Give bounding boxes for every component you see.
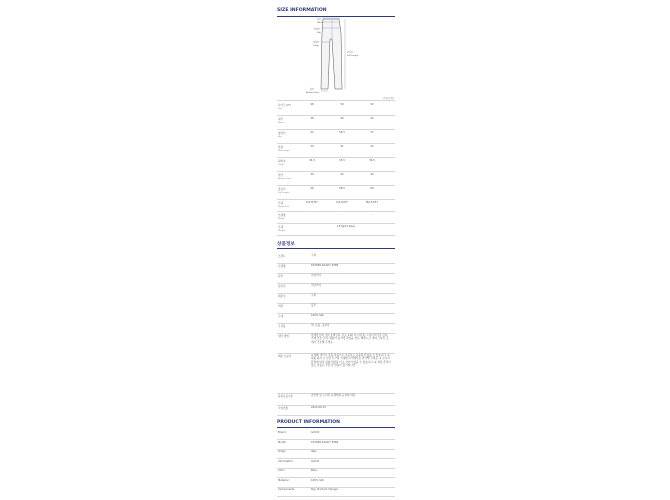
kr-info-value: 이탈리아: [311, 274, 322, 277]
kr-info-row: [277, 333, 395, 353]
size-cell: -: [371, 213, 373, 216]
kr-info-row: [277, 323, 395, 333]
en-info-value: GUCCI: [311, 459, 320, 463]
kr-info-row: [277, 283, 395, 293]
en-info-value: GUCCI: [311, 431, 320, 434]
size-cell: 30: [310, 173, 314, 176]
size-row-label-kr: 사이즈 (IT): [278, 104, 291, 107]
size-cell-single: 137g(52 Size): [336, 225, 356, 228]
en-info-value: 672838 ZAAD7 4589: [311, 440, 339, 444]
size-row-label-en: Waist: [278, 121, 284, 124]
size-cell: 56: [310, 187, 314, 190]
row-rule: [277, 157, 395, 158]
svg-text:Bottom Hem: Bottom Hem: [306, 92, 320, 94]
size-row-label-en: Hip: [278, 135, 282, 138]
size-row: [277, 145, 395, 157]
kr-info-label: 수입연월: [278, 407, 289, 410]
size-cell: 38: [310, 117, 314, 120]
size-cell: 58.5: [339, 187, 345, 190]
size-cell: 32: [370, 145, 374, 148]
product-info-kr-title: 상품정보: [277, 242, 295, 247]
size-cell: 30: [310, 145, 314, 148]
size-cell: -: [341, 213, 343, 216]
row-rule: [277, 235, 395, 236]
kr-info-row: [277, 253, 395, 263]
size-row-label-kr: 밑단: [278, 174, 284, 177]
kr-info-value: 구찌: [311, 294, 317, 297]
size-row-label-en: Model: [278, 217, 285, 220]
svg-text:밑단: 밑단: [310, 89, 315, 91]
size-cell: 31: [340, 145, 344, 148]
size-cell: -: [311, 213, 313, 216]
size-row-label-kr: 모델: [278, 202, 284, 205]
row-rule: [277, 115, 395, 116]
kr-info-value: 블루: [311, 304, 317, 307]
kr-info-label: 품질보증기준: [278, 395, 294, 398]
size-row-label-kr: 모델명: [278, 214, 286, 217]
svg-text:Hip: Hip: [317, 32, 321, 34]
en-info-label: Material: [278, 478, 289, 482]
size-row-label-kr: 총길이: [278, 188, 286, 191]
kr-info-value: 관련법 및 소비자 분쟁해결 규정에 따름: [311, 394, 356, 397]
size-cell: 50: [340, 103, 344, 106]
kr-info-value: ※ 해외 부티크 유통 상품으로 보증서는 동봉되지 않을 수 있습니다. ※ 제품 하자 시 수령 후 7일 이내에 고객센터로 연락해 주세요. ※ 모니터 환경에 따라 실제 색상과 다소 차이가 있을 수 있습니다. ※ 착용 흔적이 있는 상품은 교환 및 반품이 불가합니다.: [311, 354, 391, 368]
size-row-label-kr: 허리: [278, 118, 284, 121]
size-cell: M/172/57: [365, 201, 379, 204]
row-rule: [277, 199, 395, 200]
kr-info-row: [277, 353, 395, 393]
size-row: [277, 159, 395, 171]
size-row: [277, 173, 395, 185]
kr-info-row: [277, 303, 395, 313]
size-cell: 60: [370, 187, 374, 190]
size-cell: 35.5: [339, 159, 345, 162]
row-rule: [277, 415, 395, 416]
en-info-label: Brand: [278, 431, 286, 434]
size-cell: 34.5: [309, 159, 315, 162]
row-rule: [277, 171, 395, 172]
svg-text:총길이: 총길이: [347, 52, 354, 54]
size-row-label-kr: 허벅지: [278, 160, 286, 163]
en-info-value: Tag, Product, Hanger: [311, 488, 339, 491]
en-info-value: Blue: [311, 469, 317, 472]
kr-info-label: 소재: [278, 315, 284, 318]
kr-info-row: [277, 393, 395, 405]
en-info-row: [277, 487, 395, 496]
size-row-label: [278, 159, 286, 166]
size-info-title: SIZE INFORMATION: [277, 8, 327, 13]
size-cell: 57: [370, 131, 374, 134]
en-info-label: Origin: [278, 450, 286, 453]
size-row-label: [278, 225, 285, 232]
en-info-row: [277, 440, 395, 449]
kr-info-value: 이탈리아: [311, 284, 322, 287]
size-row-label-en: Size: [278, 107, 283, 110]
en-info-row: [277, 430, 395, 439]
kr-info-label: 세탁 방법: [278, 335, 289, 338]
size-cell: 54.5: [339, 131, 345, 134]
en-info-label: Color: [278, 469, 285, 472]
en-info-label: Model: [278, 440, 286, 444]
size-cell: 32: [340, 173, 344, 176]
kr-info-label: 제조사: [278, 295, 286, 298]
kr-info-label: 색상: [278, 305, 284, 308]
kr-info-row: [277, 313, 395, 323]
en-info-row: [277, 459, 395, 468]
unit-label: 단위 (cm): [383, 97, 394, 100]
kr-info-value: 구찌: [311, 254, 317, 257]
kr-info-value: 100% Silk: [311, 314, 324, 317]
product-info-en-rule: [277, 427, 395, 428]
size-cell: S/172/57: [336, 201, 348, 204]
size-cell: 52: [310, 131, 314, 134]
en-info-label: Information: [278, 459, 294, 463]
kr-info-row: [277, 293, 395, 303]
size-row-label: [278, 117, 284, 124]
size-cell: 52: [370, 103, 374, 106]
size-row: [277, 117, 395, 129]
en-info-value: 100% Silk: [311, 478, 324, 482]
kr-info-label: 구성품: [278, 325, 286, 328]
kr-info-value: 택, 보틀, 옷걸이: [311, 324, 330, 327]
size-cell: 40: [340, 117, 344, 120]
kr-info-label: 제조 보증서: [278, 355, 292, 358]
size-row-label-en: Mid Length: [278, 149, 290, 152]
svg-text:Full Length: Full Length: [347, 55, 359, 57]
en-info-value: Italy: [311, 450, 317, 453]
kr-info-label: 브랜드: [278, 255, 286, 258]
en-info-row: [277, 468, 395, 477]
en-info-row: [277, 478, 395, 487]
size-row: [277, 103, 395, 115]
en-info-label: Components: [278, 488, 295, 491]
row-rule: [277, 129, 395, 130]
size-row-label-kr: 엉덩이: [278, 132, 286, 135]
size-row-label-kr: 밑위: [278, 146, 284, 149]
kr-info-label: 원산: [278, 275, 284, 278]
size-row-label: [278, 131, 286, 138]
size-row-label: [278, 187, 289, 194]
product-info-en-title: PRODUCT INFORMATION: [277, 420, 340, 425]
kr-info-label: 원산지: [278, 285, 286, 288]
pants-diagram: [297, 17, 357, 93]
size-row: [277, 187, 395, 199]
svg-text:허벅지: 허벅지: [313, 42, 320, 44]
size-row-label: [278, 103, 291, 110]
svg-text:Thigh: Thigh: [313, 45, 319, 47]
size-row-label-en: Thigh: [278, 163, 284, 166]
row-rule: [277, 211, 395, 212]
kr-info-row: [277, 263, 395, 273]
size-cell: S/171/57: [306, 201, 318, 204]
size-row-label-en: Full Length: [278, 191, 290, 194]
kr-info-label: 모델명: [278, 265, 286, 268]
size-row-label: [278, 213, 286, 220]
size-cell: 48: [310, 103, 314, 106]
size-row-label: [278, 145, 290, 152]
product-info-kr-rule: [277, 248, 395, 249]
row-rule: [277, 143, 395, 144]
kr-info-value: 물세탁금지, 염소표백금지, 온도 110 ℃ 다림질, 드라이크리닝 금지, 기계 건조 금지, 제품이 습기에 젖었을 경우, 빠른시간 내에 그늘진 곳에서 건조해 주세요.: [311, 334, 389, 344]
size-cell: 34: [370, 173, 374, 176]
size-cell: 42: [370, 117, 374, 120]
size-row-label-en: Bottom Hem: [278, 177, 292, 180]
table-top-rule: [277, 100, 395, 101]
row-rule: [277, 496, 395, 497]
size-row: [277, 131, 395, 143]
kr-info-value: 672838 ZAAD7 4589: [311, 264, 339, 267]
svg-text:Waist: Waist: [317, 22, 323, 24]
en-info-row: [277, 449, 395, 458]
svg-text:엉덩이: 엉덩이: [314, 29, 321, 31]
kr-info-value: 2022.08.15: [311, 406, 326, 409]
row-rule: [277, 223, 395, 224]
size-row-label-en: Model Size: [278, 205, 290, 208]
svg-text:허리: 허리: [317, 19, 322, 21]
size-cell: 36.5: [369, 159, 375, 162]
size-row-label-en: Weight: [278, 229, 286, 232]
size-row-label: [278, 173, 291, 180]
size-row-label: [278, 201, 289, 208]
kr-info-row: [277, 405, 395, 415]
kr-info-row: [277, 273, 395, 283]
size-row-label-kr: 무게: [278, 226, 284, 229]
row-rule: [277, 185, 395, 186]
